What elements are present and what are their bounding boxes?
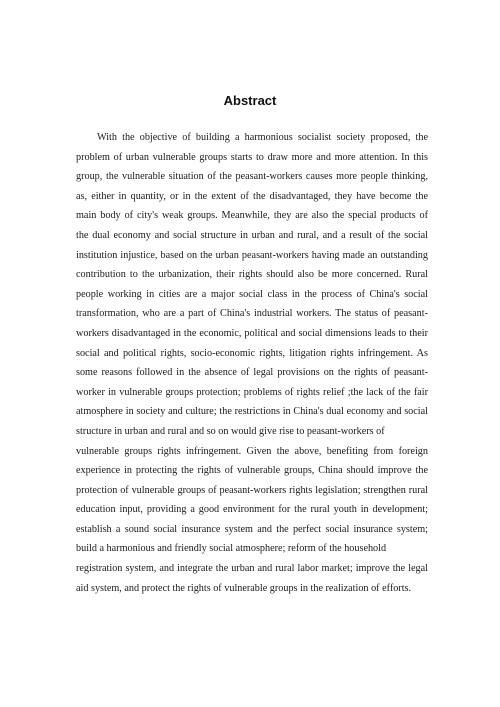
abstract-title: Abstract	[223, 93, 277, 108]
abstract-line: institution injustice, based on the urban peasant-workers having made an outstanding	[76, 249, 428, 261]
abstract-line: problem of urban vulnerable groups starts to draw more and more attention. In this	[76, 151, 428, 163]
abstract-line: build a harmonious and friendly social atmosphere; reform of the household	[76, 543, 387, 555]
abstract-line: contribution to the urbanization, their rights should also be more concerned. Rural	[76, 269, 428, 281]
abstract-line: workers disadvantaged in the economic, political and social dimensions leads to their	[76, 327, 428, 339]
abstract-line: aid system, and protect the rights of vulnerable groups in the realization of efforts.	[76, 582, 412, 594]
abstract-line: worker in vulnerable groups protection; problems of rights relief ;the lack of the fair	[76, 386, 428, 398]
abstract-line: protection of vulnerable groups of peasant-workers rights legislation; strengthen rural	[76, 484, 428, 496]
abstract-line: structure in urban and rural and so on would give rise to peasant-workers of	[76, 425, 385, 437]
abstract-line: vulnerable groups rights infringement. Given the above, benefiting from foreign	[76, 445, 428, 457]
abstract-line: experience in protecting the rights of vulnerable groups, China should improve the	[76, 465, 428, 477]
abstract-line: some reasons followed in the absence of legal provisions on the rights of peasant-	[76, 367, 428, 379]
abstract-line: main body of city's weak groups. Meanwhile, they are also the special products of	[76, 210, 428, 222]
abstract-line: people working in cities are a major social class in the process of China's social	[76, 288, 428, 300]
abstract-line: transformation, who are a part of China's industrial workers. The status of peasant-	[76, 308, 428, 320]
abstract-line: establish a sound social insurance system and the perfect social insurance system;	[76, 523, 428, 535]
abstract-line: registration system, and integrate the urban and rural labor market; improve the legal	[76, 563, 428, 575]
abstract-line: group, the vulnerable situation of the peasant-workers causes more people thinking,	[76, 171, 428, 183]
abstract-line: as, either in quantity, or in the extent of the disadvantaged, they have become the	[76, 190, 428, 202]
abstract-body	[76, 128, 428, 598]
abstract-line: the dual economy and social structure in urban and rural, and a result of the social	[76, 229, 428, 241]
abstract-line: social and political rights, socio-economic rights, litigation rights infringement. As	[76, 347, 428, 359]
abstract-line: education input, providing a good environment for the rural youth in development;	[76, 504, 428, 516]
abstract-line: With the objective of building a harmonious socialist society proposed, the	[97, 132, 428, 143]
abstract-line: atmosphere in society and culture; the restrictions in China's dual economy and social	[76, 406, 428, 418]
